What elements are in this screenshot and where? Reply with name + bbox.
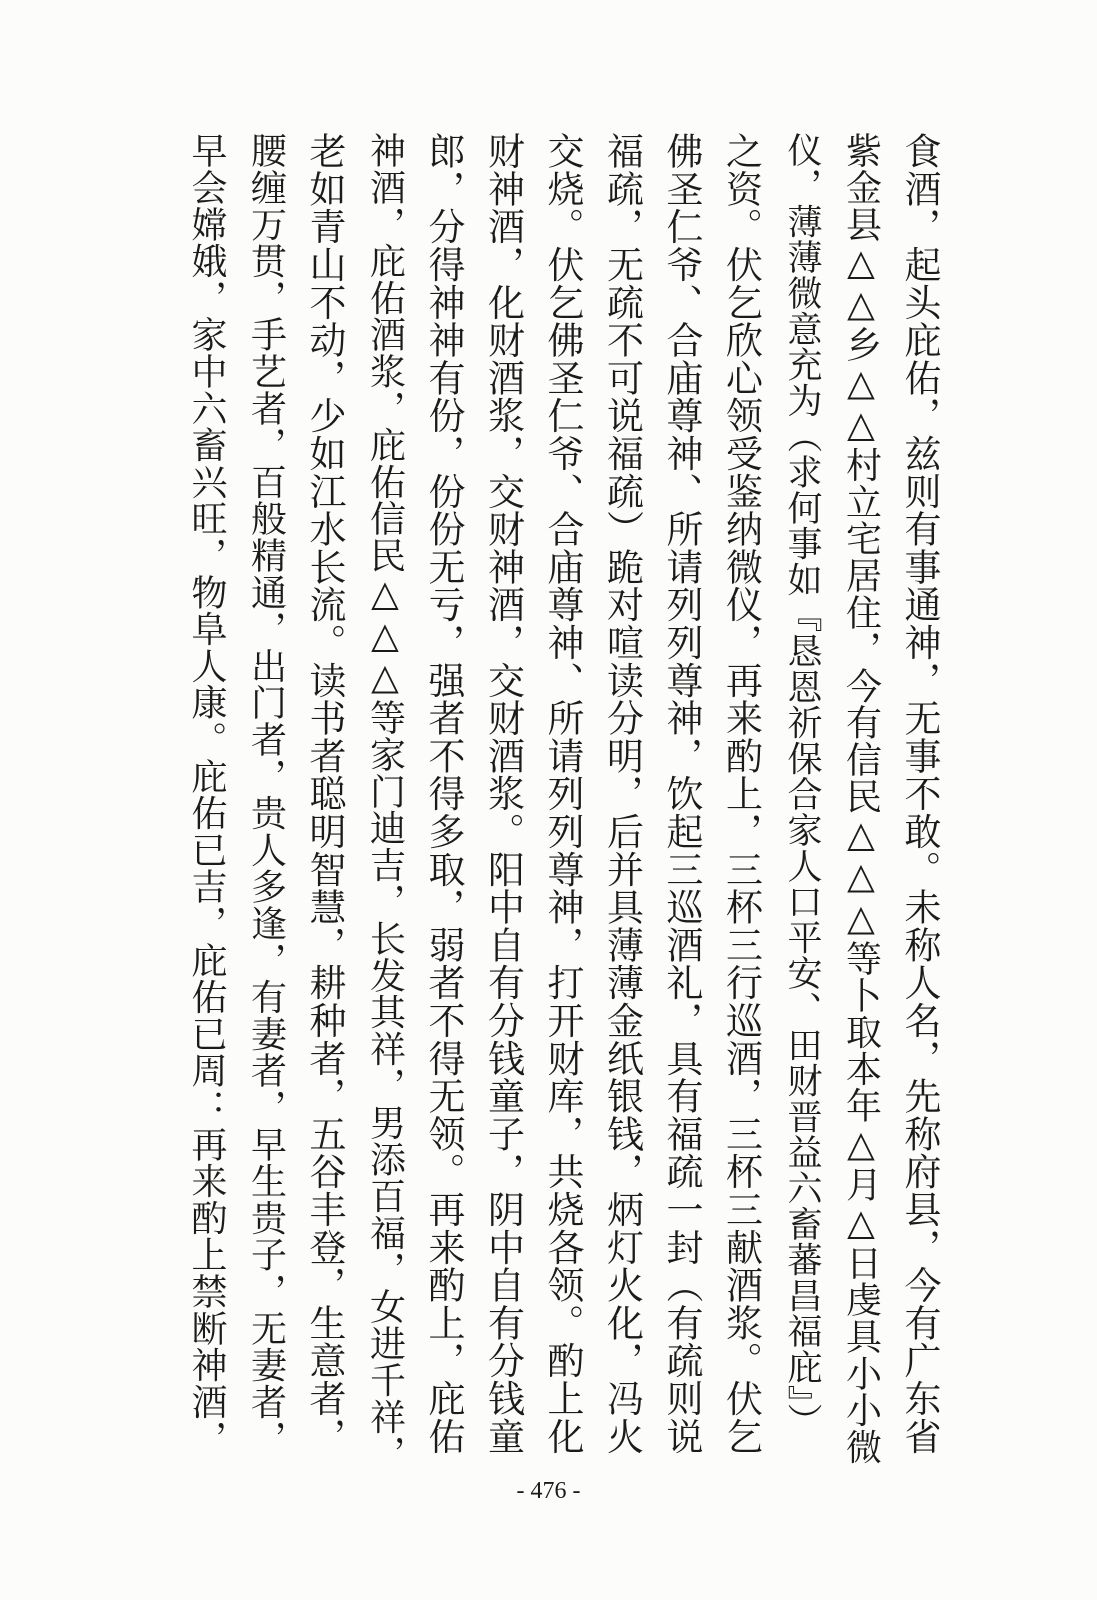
text-column-8: 财神酒，化财酒浆，交财神酒，交财酒浆。阳中自有分钱童子，阴中自有分钱童 <box>481 132 525 1455</box>
page-number: - 476 - <box>516 1478 581 1504</box>
text-column-6: 福疏，无疏不可说福疏）跪对喧读分明，后并具薄薄金纸银钱，炳灯火化，冯火 <box>600 132 644 1455</box>
text-column-5: 佛圣仁爷、合庙尊神、所请列列尊神，饮起三巡酒礼，具有福疏一封（有疏则说 <box>660 132 703 1455</box>
vertical-text-block <box>178 132 941 1472</box>
text-column-13: 早会嫦娥，家中六畜兴旺，物阜人康。庇佑已吉，庇佑已周：再来酌上禁断神酒， <box>186 132 227 1457</box>
text-column-3: 仪，薄薄微意充为（求何事如『恳恩祈保合家人口平安、田财晋益六畜蕃昌福庇』） <box>782 132 822 1440</box>
text-column-2: 紫金县△△乡△△村立宅居住，今有信民△△△等卜取本年△月△日虔具小小微 <box>840 132 882 1465</box>
text-column-10: 神酒，庇佑酒浆，庇佑信民△△△等家门迪吉，长发其祥，男添百福，女进千祥， <box>364 132 406 1472</box>
text-column-7: 交烧。伏乞佛圣仁爷、合庙尊神、所请列列尊神，打开财库，共烧各领。酌上化 <box>541 132 584 1455</box>
text-column-9: 郎，分得神神有份，份份无亏，强者不得多取，弱者不得无领。再来酌上，庇佑 <box>422 132 465 1455</box>
text-column-4: 之资。伏乞欣心领受鉴纳微仪，再来酌上，三杯三行巡酒，三杯三献酒浆。伏乞 <box>719 132 763 1455</box>
text-column-1: 食酒，起头庇佑，兹则有事通神，无事不敢。未称人名，先称府县，今有广东省 <box>898 132 941 1455</box>
text-column-11: 老如青山不动，少如江水长流。读书者聪明智慧，耕种者，五谷丰登，生意者， <box>303 132 346 1455</box>
text-column-12: 腰缠万贯，手艺者，百般精通，出门者，贵人多逢，有妻者，早生贵子，无妻者， <box>245 132 287 1457</box>
